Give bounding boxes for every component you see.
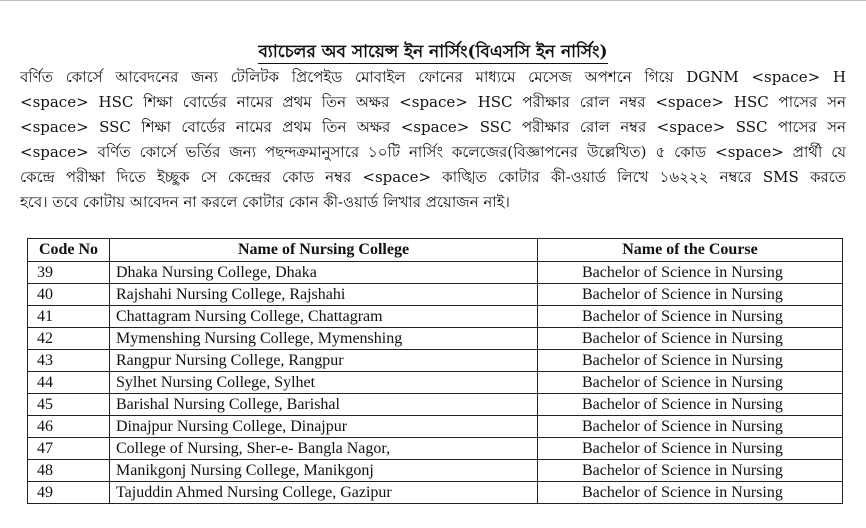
code-cell: 48 — [28, 460, 110, 482]
table-row — [28, 350, 843, 372]
instruction-line: হবে। তবে কোটায় আবেদন না করলে কোটার কোন কী-ওয়ার্ড লিখার প্রয়োজন নাই। — [20, 193, 510, 211]
course-name-cell: Bachelor of Science in Nursing — [538, 350, 843, 372]
instruction-line: <space> HSC শিক্ষা বোর্ডের নামের প্রথম তিন অক্ষর <space> HSC পরীক্ষার রোল নম্বর <space> HSC পাসের সন — [20, 93, 846, 111]
table-header-row — [28, 239, 843, 262]
college-name-cell: Mymenshing Nursing College, Mymenshing — [110, 328, 538, 350]
table-body — [28, 262, 843, 504]
code-cell: 42 — [28, 328, 110, 350]
college-name-cell: Chattagram Nursing College, Chattagram — [110, 306, 538, 328]
college-name-cell: Dinajpur Nursing College, Dinajpur — [110, 416, 538, 438]
table-row — [28, 394, 843, 416]
instruction-line: কেন্দ্রে পরীক্ষা দিতে ইচ্ছুক সে কেন্দ্রের কোড নম্বর <space> কাঙ্খিত কোটার কী-ওয়ার্ড লিখে ১৬২২২ নম্বরে SMS করতে — [20, 168, 846, 186]
code-cell: 43 — [28, 350, 110, 372]
college-name-cell: Manikgonj Nursing College, Manikgonj — [110, 460, 538, 482]
college-name-cell: Dhaka Nursing College, Dhaka — [110, 262, 538, 284]
course-name-cell: Bachelor of Science in Nursing — [538, 416, 843, 438]
instruction-line: <space> বর্ণিত কোর্সে ভর্তির জন্য পছন্দক্রমানুসারে ১০টি নার্সিং কলেজের(বিজ্ঞাপনের উল্লেখিত) ৫ কোড <space> প্রার্থী যে — [20, 143, 846, 161]
course-name-cell: Bachelor of Science in Nursing — [538, 460, 843, 482]
header-course-name: Name of the Course — [538, 239, 843, 262]
college-name-cell: Rangpur Nursing College, Rangpur — [110, 350, 538, 372]
table-row — [28, 262, 843, 284]
college-name-cell: Tajuddin Ahmed Nursing College, Gazipur — [110, 482, 538, 504]
instruction-line: বর্ণিত কোর্সে আবেদনের জন্য টেলিটক প্রিপেইড মোবাইল ফোনের মাধ্যমে মেসেজ অপশনে গিয়ে DGNM <space> H — [20, 68, 846, 86]
instruction-line: <space> SSC শিক্ষা বোর্ডের নামের প্রথম তিন অক্ষর <space> SSC পরীক্ষার রোল নম্বর <space> SSC পাসের সন — [20, 118, 846, 136]
table-row — [28, 416, 843, 438]
document-title — [0, 39, 866, 67]
table-row — [28, 328, 843, 350]
document-title-text: ব্যাচেলর অব সায়েন্স ইন নার্সিং(বিএসসি ইন নার্সিং) — [258, 42, 608, 62]
college-name-cell: Barishal Nursing College, Barishal — [110, 394, 538, 416]
header-college-name: Name of Nursing College — [110, 239, 538, 262]
instructions-paragraph — [20, 65, 846, 215]
header-code-no: Code No — [28, 239, 110, 262]
course-name-cell: Bachelor of Science in Nursing — [538, 372, 843, 394]
code-cell: 39 — [28, 262, 110, 284]
code-cell: 41 — [28, 306, 110, 328]
college-name-cell: Sylhet Nursing College, Sylhet — [110, 372, 538, 394]
code-cell: 40 — [28, 284, 110, 306]
course-name-cell: Bachelor of Science in Nursing — [538, 262, 843, 284]
course-name-cell: Bachelor of Science in Nursing — [538, 306, 843, 328]
course-name-cell: Bachelor of Science in Nursing — [538, 284, 843, 306]
code-cell: 46 — [28, 416, 110, 438]
nursing-college-table — [27, 238, 843, 504]
course-name-cell: Bachelor of Science in Nursing — [538, 438, 843, 460]
table-row — [28, 284, 843, 306]
table-row — [28, 438, 843, 460]
table-row — [28, 460, 843, 482]
college-name-cell: College of Nursing, Sher-e- Bangla Nagor, — [110, 438, 538, 460]
table-row — [28, 306, 843, 328]
code-cell: 47 — [28, 438, 110, 460]
code-cell: 49 — [28, 482, 110, 504]
code-cell: 44 — [28, 372, 110, 394]
course-name-cell: Bachelor of Science in Nursing — [538, 482, 843, 504]
table-row — [28, 482, 843, 504]
table-row — [28, 372, 843, 394]
course-name-cell: Bachelor of Science in Nursing — [538, 328, 843, 350]
college-name-cell: Rajshahi Nursing College, Rajshahi — [110, 284, 538, 306]
code-cell: 45 — [28, 394, 110, 416]
course-name-cell: Bachelor of Science in Nursing — [538, 394, 843, 416]
